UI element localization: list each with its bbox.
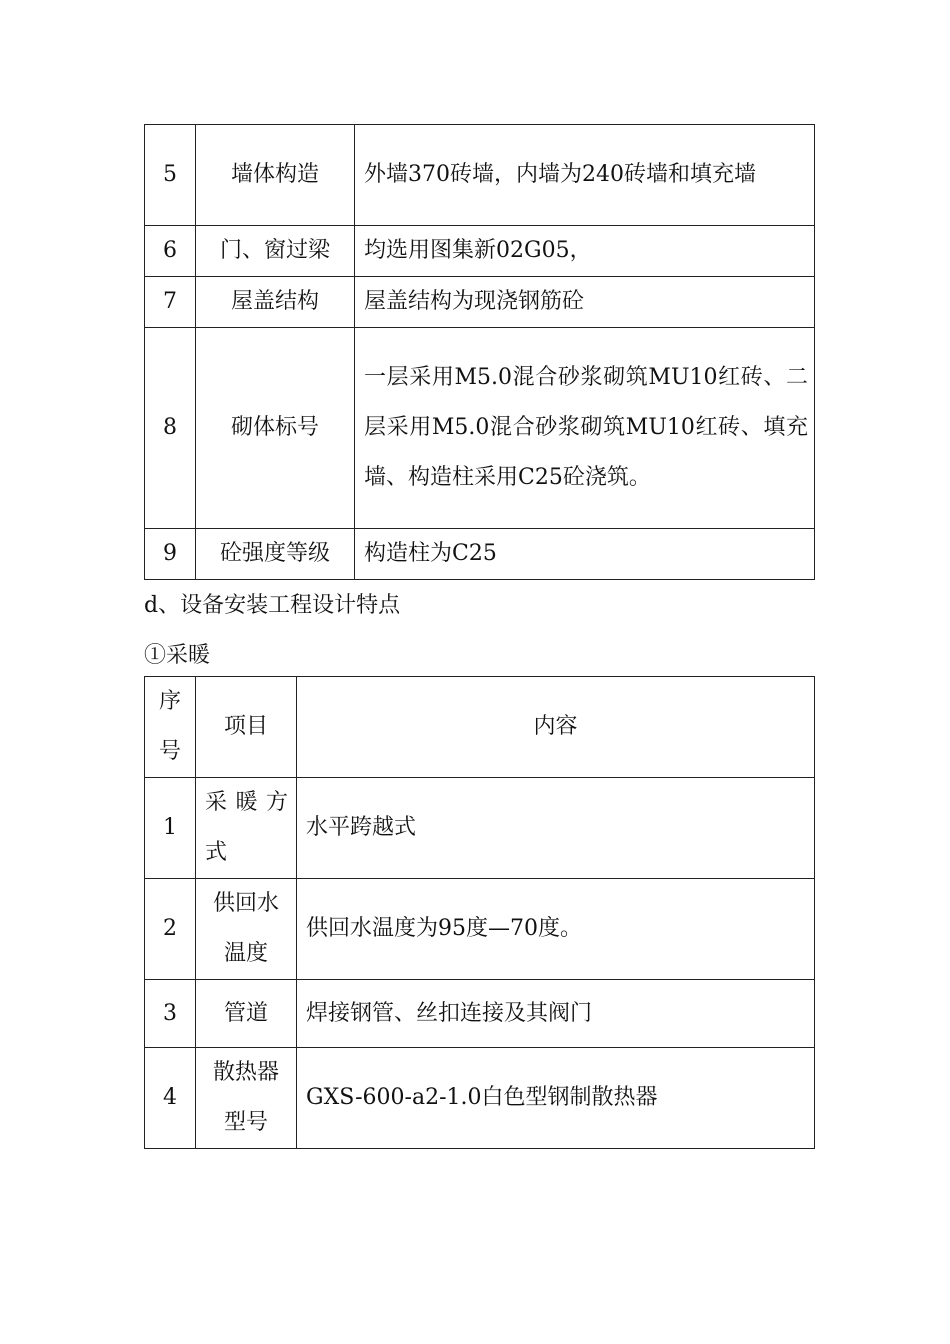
row-content: 焊接钢管、丝扣连接及其阀门 <box>297 980 815 1048</box>
row-number: 1 <box>145 778 196 879</box>
row-item: 墙体构造 <box>196 125 355 226</box>
table-row <box>145 125 815 226</box>
row-content: 屋盖结构为现浇钢筋砼 <box>355 277 815 328</box>
table-row <box>145 328 815 529</box>
table-row <box>145 980 815 1048</box>
row-item: 采暖方式 <box>196 778 297 879</box>
table-row <box>145 226 815 277</box>
row-content: 供回水温度为95度—70度。 <box>297 879 815 980</box>
table-row <box>145 1048 815 1149</box>
row-content: GXS-600-a2-1.0白色型钢制散热器 <box>297 1048 815 1149</box>
row-item: 砌体标号 <box>196 328 355 529</box>
row-item: 门、窗过梁 <box>196 226 355 277</box>
row-number: 9 <box>145 529 196 580</box>
row-content: 一层采用M5.0混合砂浆砌筑MU10红砖、二层采用M5.0混合砂浆砌筑MU10红砖、填充墙、构造柱采用C25砼浇筑。 <box>355 328 815 529</box>
row-number: 4 <box>145 1048 196 1149</box>
row-number: 5 <box>145 125 196 226</box>
table-row <box>145 879 815 980</box>
subsection-heading: ①采暖 <box>144 643 211 668</box>
table-header-row <box>145 677 815 778</box>
row-content: 构造柱为C25 <box>355 529 815 580</box>
row-item: 散热器型号 <box>196 1048 297 1149</box>
row-number: 2 <box>145 879 196 980</box>
row-item: 管道 <box>196 980 297 1048</box>
header-number: 序号 <box>145 677 196 778</box>
table-row <box>145 778 815 879</box>
row-item: 供回水温度 <box>196 879 297 980</box>
header-item: 项目 <box>196 677 297 778</box>
row-content: 均选用图集新02G05， <box>355 226 815 277</box>
table-row <box>145 529 815 580</box>
row-number: 7 <box>145 277 196 328</box>
section-heading: d、设备安装工程设计特点 <box>144 593 401 618</box>
row-number: 8 <box>145 328 196 529</box>
row-item: 屋盖结构 <box>196 277 355 328</box>
row-number: 6 <box>145 226 196 277</box>
row-content: 外墙370砖墙，内墙为240砖墙和填充墙 <box>355 125 815 226</box>
row-content: 水平跨越式 <box>297 778 815 879</box>
structure-table <box>144 124 815 580</box>
table-row <box>145 277 815 328</box>
heating-table <box>144 676 815 1149</box>
row-number: 3 <box>145 980 196 1048</box>
header-content: 内容 <box>297 677 815 778</box>
row-item: 砼强度等级 <box>196 529 355 580</box>
